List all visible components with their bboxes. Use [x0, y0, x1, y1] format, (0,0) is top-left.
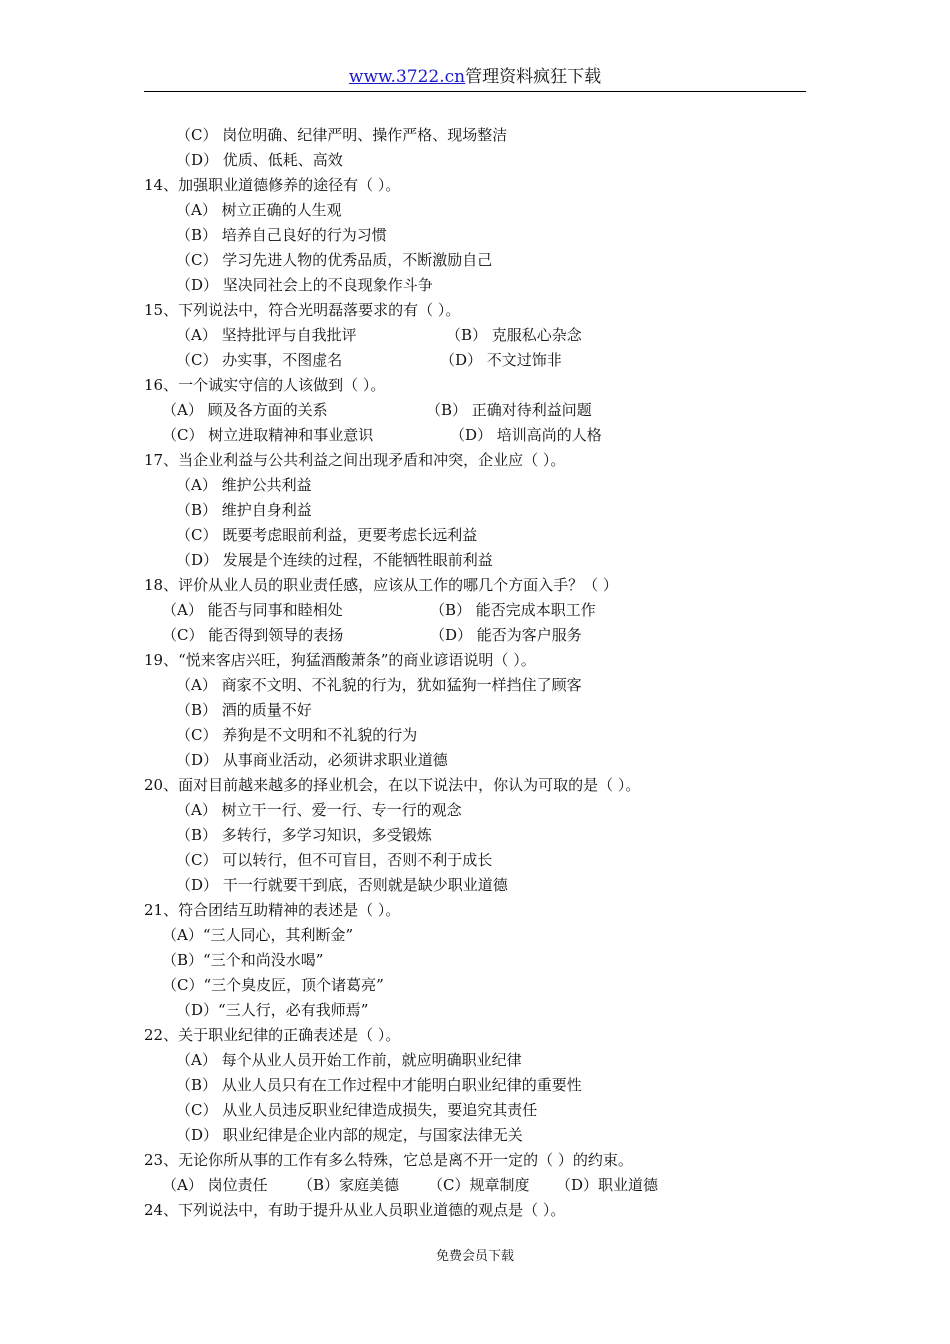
line-text: （B） 能否完成本职工作: [430, 601, 596, 619]
line-text: 20、面对目前越来越多的择业机会，在以下说法中，你认为可取的是（ ）。: [144, 776, 641, 794]
line-text: （B） 克服私心杂念: [446, 326, 582, 344]
text-line: [0, 173, 950, 198]
text-line: [0, 573, 950, 598]
text-line: [0, 1048, 950, 1073]
line-text: 21、符合团结互助精神的表述是（ ）。: [144, 901, 401, 919]
text-line: [0, 473, 950, 498]
text-line: [0, 848, 950, 873]
site-link[interactable]: www.3722.cn: [348, 67, 466, 87]
text-line: [0, 523, 950, 548]
line-text: （C） 岗位明确、纪律严明、操作严格、现场整洁: [176, 126, 508, 144]
line-text: （A） 能否与同事和睦相处: [162, 601, 343, 619]
text-line: [0, 648, 950, 673]
text-line: [0, 698, 950, 723]
line-text: （A） 树立干一行、爱一行、专一行的观念: [176, 801, 462, 819]
line-text: （A） 树立正确的人生观: [176, 201, 342, 219]
line-text: 15、下列说法中，符合光明磊落要求的有（ ）。: [144, 301, 461, 319]
header-title: 管理资料疯狂下载: [465, 67, 602, 87]
text-line: [0, 273, 950, 298]
line-text: 23、无论你所从事的工作有多么特殊，它总是离不开一定的（ ）的约束。: [144, 1151, 633, 1169]
line-text: 18、评价从业人员的职业责任感，应该从工作的哪几个方面入手？（ ）: [144, 576, 618, 594]
text-line: [0, 598, 950, 623]
text-line: [0, 748, 950, 773]
text-line: [0, 498, 950, 523]
line-text: （D） 优质、低耗、高效: [176, 151, 343, 169]
line-text: （B） 维护自身利益: [176, 501, 312, 519]
line-text: （A） 岗位责任: [162, 1176, 268, 1194]
line-text: （D）“三人行，必有我师焉”: [176, 1001, 369, 1019]
line-text: （C） 树立进取精神和事业意识: [162, 426, 374, 444]
text-line: [0, 423, 950, 448]
line-text: （C）“三个臭皮匠，顶个诸葛亮”: [162, 976, 384, 994]
text-line: [0, 548, 950, 573]
text-line: [0, 948, 950, 973]
line-text: （C） 办实事，不图虚名: [176, 351, 343, 369]
text-line: [0, 223, 950, 248]
text-line: [0, 1098, 950, 1123]
text-line: [0, 148, 950, 173]
line-text: （D） 坚决同社会上的不良现象作斗争: [176, 276, 433, 294]
text-line: [0, 323, 950, 348]
line-text: （B）“三个和尚没水喝”: [162, 951, 324, 969]
line-text: （B） 培养自己良好的行为习惯: [176, 226, 387, 244]
page-header: [144, 66, 806, 88]
text-line: [0, 1173, 950, 1198]
line-text: （D） 从事商业活动，必须讲求职业道德: [176, 751, 448, 769]
text-line: [0, 723, 950, 748]
text-line: [0, 448, 950, 473]
line-text: （C） 学习先进人物的优秀品质，不断激励自己: [176, 251, 493, 269]
text-line: [0, 298, 950, 323]
text-line: [0, 123, 950, 148]
line-text: （D） 职业纪律是企业内部的规定，与国家法律无关: [176, 1126, 523, 1144]
text-line: [0, 1023, 950, 1048]
text-line: [0, 198, 950, 223]
line-text: 24、下列说法中，有助于提升从业人员职业道德的观点是（ ）。: [144, 1201, 566, 1219]
text-line: [0, 1198, 950, 1223]
text-line: [0, 1148, 950, 1173]
line-text: （C）规章制度: [428, 1176, 530, 1194]
line-text: 17、当企业利益与公共利益之间出现矛盾和冲突，企业应（ ）。: [144, 451, 566, 469]
line-text: （C） 从业人员违反职业纪律造成损失，要追究其责任: [176, 1101, 538, 1119]
line-text: （B） 正确对待利益问题: [426, 401, 592, 419]
line-text: 22、关于职业纪律的正确表述是（ ）。: [144, 1026, 401, 1044]
text-line: [0, 348, 950, 373]
line-text: （D）职业道德: [556, 1176, 659, 1194]
line-text: （A） 每个从业人员开始工作前，就应明确职业纪律: [176, 1051, 522, 1069]
text-line: [0, 398, 950, 423]
text-line: [0, 998, 950, 1023]
line-text: （B）家庭美德: [298, 1176, 400, 1194]
text-line: [0, 673, 950, 698]
line-text: （D） 培训高尚的人格: [450, 426, 602, 444]
text-line: [0, 623, 950, 648]
line-text: （B） 酒的质量不好: [176, 701, 312, 719]
text-line: [0, 923, 950, 948]
line-text: （B） 从业人员只有在工作过程中才能明白职业纪律的重要性: [176, 1076, 582, 1094]
line-text: （A） 维护公共利益: [176, 476, 312, 494]
page-footer: 免费会员下载: [435, 1249, 514, 1264]
text-line: [0, 1073, 950, 1098]
line-text: （A） 顾及各方面的关系: [162, 401, 328, 419]
line-text: （B） 多转行，多学习知识，多受锻炼: [176, 826, 432, 844]
line-text: （A） 坚持批评与自我批评: [176, 326, 357, 344]
line-text: （C） 既要考虑眼前利益，更要考虑长远利益: [176, 526, 478, 544]
line-text: 14、加强职业道德修养的途径有（ ）。: [144, 176, 401, 194]
text-line: [0, 373, 950, 398]
header-divider: [144, 91, 806, 92]
question-list: [0, 123, 950, 1223]
line-text: （C） 能否得到领导的表扬: [162, 626, 344, 644]
line-text: （D） 干一行就要干到底，否则就是缺少职业道德: [176, 876, 508, 894]
line-text: 16、一个诚实守信的人该做到（ ）。: [144, 376, 386, 394]
text-line: [0, 823, 950, 848]
line-text: 19、“悦来客店兴旺，狗猛酒酸萧条”的商业谚语说明（ ）。: [144, 651, 536, 669]
text-line: [0, 873, 950, 898]
line-text: （D） 能否为客户服务: [430, 626, 582, 644]
line-text: （D） 发展是个连续的过程，不能牺牲眼前利益: [176, 551, 493, 569]
text-line: [0, 798, 950, 823]
line-text: （D） 不文过饰非: [440, 351, 562, 369]
text-line: [0, 973, 950, 998]
line-text: （C） 可以转行，但不可盲目，否则不利于成长: [176, 851, 493, 869]
text-line: [0, 898, 950, 923]
text-line: [0, 1123, 950, 1148]
line-text: （A） 商家不文明、不礼貌的行为，犹如猛狗一样挡住了顾客: [176, 676, 582, 694]
line-text: （A）“三人同心，其利断金”: [162, 926, 354, 944]
line-text: （C） 养狗是不文明和不礼貌的行为: [176, 726, 418, 744]
text-line: [0, 248, 950, 273]
text-line: [0, 773, 950, 798]
